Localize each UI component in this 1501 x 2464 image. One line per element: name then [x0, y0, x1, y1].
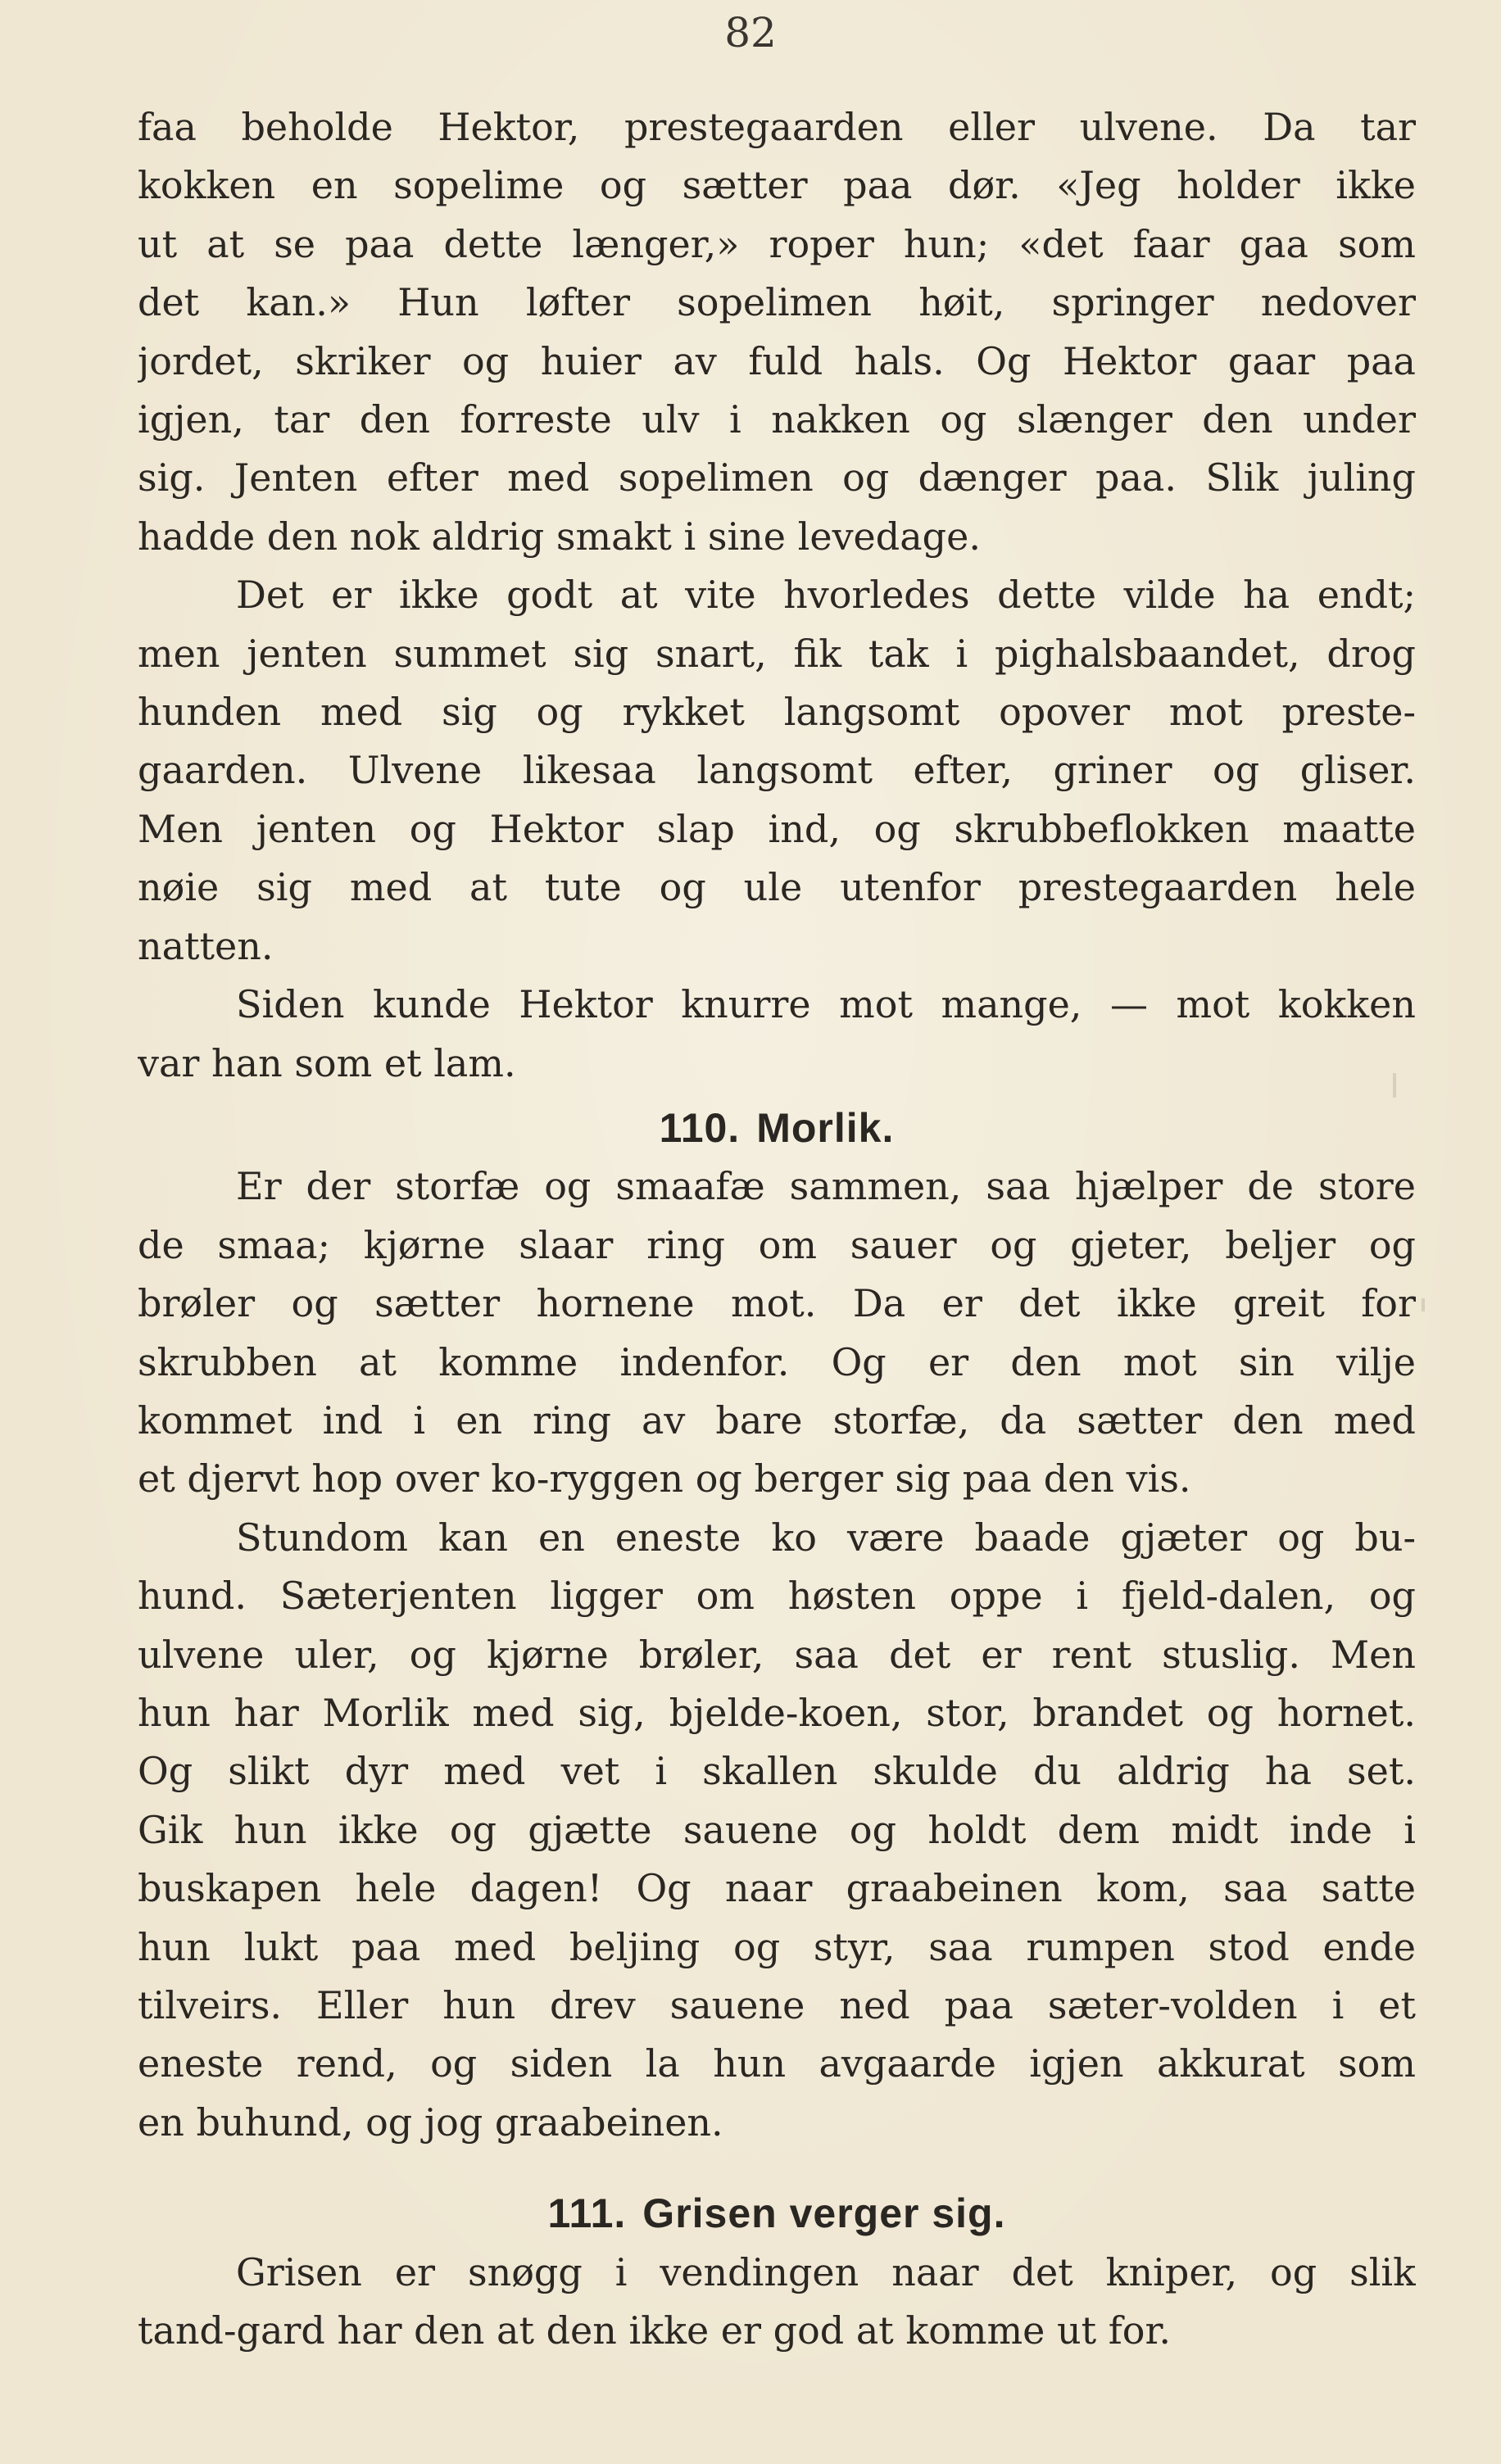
text-line: ulvene uler, og kjørne brøler, saa det er rent stuslig. Men [138, 1632, 1416, 1677]
text-line: var han som et lam. [138, 1040, 516, 1085]
section-heading-110 [138, 1099, 1416, 1157]
text-line: Det er ikke godt at vite hvorledes dette vilde ha endt; [236, 573, 1416, 618]
text-line: tand-gard har den at den ikke er god at komme ut for. [138, 2308, 1172, 2353]
text-line: tilveirs. Eller hun drev sauene ned paa sæter-volden i et [138, 1983, 1416, 2027]
paragraph [138, 1509, 1416, 2152]
text-line: Gik hun ikke og gjætte sauene og holdt dem midt inde i [138, 1807, 1416, 1852]
text-line: nøie sig med at tute og ule utenfor prestegaarden hele [138, 865, 1416, 910]
text-line: igjen, tar den forreste ulv i nakken og slænger den under [138, 397, 1416, 442]
text-line: kommet ind i en ring av bare storfæ, da sætter den med [138, 1397, 1416, 1443]
text-line: det kan.» Hun løfter sopelimen høit, springer nedover [138, 280, 1416, 325]
text-line: hun har Morlik med sig, bjelde-koen, stor, brandet og hornet. [138, 1690, 1416, 1735]
text-line: eneste rend, og siden la hun avgaarde igjen akkurat som [138, 2041, 1416, 2086]
paragraph [138, 1157, 1416, 1508]
text-line: faa beholde Hektor, prestegaarden eller ulvene. Da tar [138, 105, 1416, 149]
paragraph [138, 566, 1416, 976]
text-line: Siden kunde Hektor knurre mot mange, — mot kokken [236, 982, 1416, 1027]
text-line: hunden med sig og rykket langsomt opover mot preste- [138, 690, 1416, 735]
text-line: skrubben at komme indenfor. Og er den mot sin vilje [138, 1339, 1416, 1384]
section-title: Grisen verger sig. [642, 2190, 1006, 2237]
text-line: de smaa; kjørne slaar ring om sauer og gjeter, beljer og [138, 1222, 1416, 1267]
text-line: hund. Sæterjenten ligger om høsten oppe i fjeld-dalen, og [138, 1574, 1416, 1619]
text-line: Og slikt dyr med vet i skallen skulde du aldrig ha set. [138, 1749, 1416, 1794]
text-line: natten. [138, 923, 274, 968]
text-line: en buhund, og jog graabeinen. [138, 2099, 723, 2145]
text-line: kokken en sopelime og sætter paa dør. «Jeg holder ikke [138, 163, 1416, 208]
text-line: Men jenten og Hektor slap ind, og skrubbeflokken maatte [138, 806, 1416, 851]
text-line: brøler og sætter hornene mot. Da er det ikke greit for [138, 1281, 1416, 1326]
section-heading-111 [138, 2185, 1416, 2243]
text-line: men jenten summet sig snart, fik tak i pighalsbaandet, drog [138, 631, 1416, 676]
text-line: sig. Jenten efter med sopelimen og dænger paa. Slik juling [138, 455, 1416, 500]
section-title: Morlik. [756, 1104, 895, 1151]
text-line: gaarden. Ulvene likesaa langsomt efter, griner og gliser. [138, 748, 1416, 793]
paragraph [138, 2244, 1416, 2361]
text-line: hun lukt paa med beljing og styr, saa rumpen stod ende [138, 1924, 1416, 1969]
paper-speck [1422, 1298, 1425, 1311]
text-line: buskapen hele dagen! Og naar graabeinen kom, saa satte [138, 1866, 1416, 1911]
section-number: 110. [659, 1104, 741, 1151]
paragraph [138, 976, 1416, 1093]
page-number: 82 [724, 9, 777, 57]
paragraph-continuation [138, 98, 1416, 566]
body-text [138, 98, 1416, 2360]
text-line: Grisen er snøgg i vendingen naar det kniper, og slik [236, 2249, 1416, 2294]
text-line: Er der storfæ og smaafæ sammen, saa hjælper de store [236, 1164, 1416, 1209]
text-line: jordet, skriker og huier av fuld hals. Og Hektor gaar paa [138, 338, 1416, 383]
text-line: ut at se paa dette længer,» roper hun; «det faar gaa som [138, 221, 1416, 266]
paper-speck [1393, 1073, 1396, 1098]
section-number: 111. [547, 2190, 627, 2237]
text-line: Stundom kan en eneste ko være baade gjæter og bu- [236, 1515, 1416, 1560]
text-line: et djervt hop over ko-ryggen og berger sig paa den vis. [138, 1456, 1191, 1502]
text-line: hadde den nok aldrig smakt i sine levedage. [138, 514, 981, 559]
